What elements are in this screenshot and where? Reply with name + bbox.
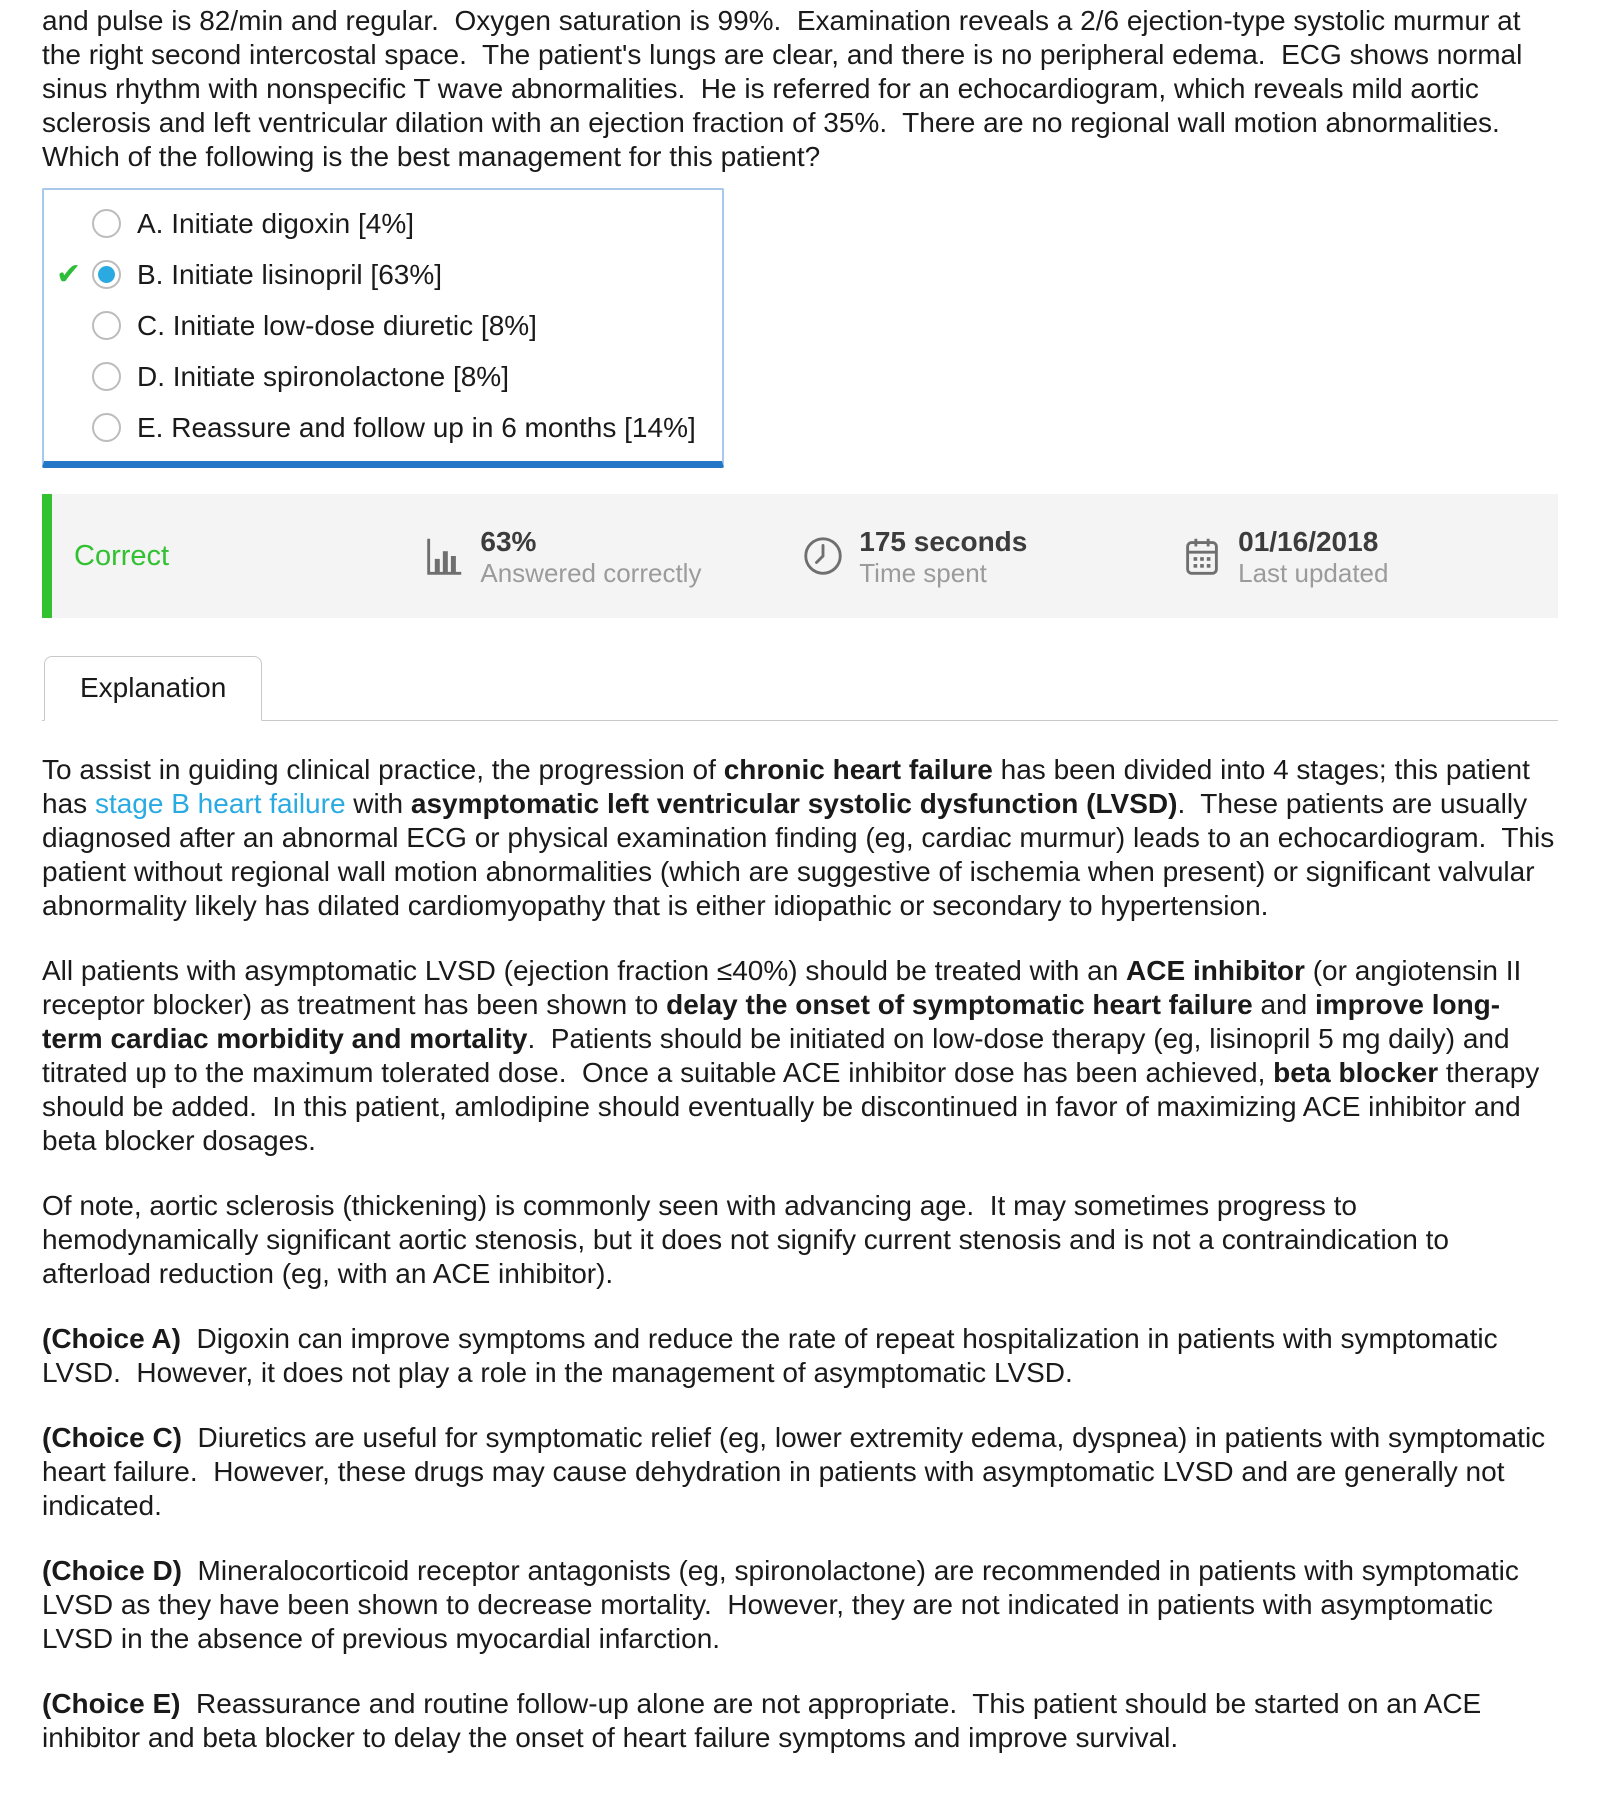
bold-text-segment: ACE inhibitor (1126, 955, 1305, 986)
choice-radio-B[interactable] (92, 260, 121, 289)
bar-chart-icon (421, 533, 467, 579)
calendar-icon (1179, 533, 1225, 579)
text-segment: Digoxin can improve symptoms and reduce the rate of repeat hospitalization in patients with symptomatic LVSD. However, it does not play a role in the management of asymptomatic LVSD. (42, 1323, 1506, 1388)
stat-answered-correctly (421, 525, 800, 588)
tab-explanation[interactable]: Explanation (44, 656, 262, 721)
choice-radio-C[interactable] (92, 311, 121, 340)
text-segment: To assist in guiding clinical practice, the progression of (42, 754, 724, 785)
explanation-paragraph (42, 1687, 1558, 1755)
result-status: Correct (74, 539, 170, 572)
bold-text-segment: beta blocker (1273, 1057, 1439, 1088)
explanation-paragraph (42, 1322, 1558, 1390)
stat-text (859, 525, 1027, 588)
stat-label: Last updated (1238, 557, 1389, 588)
question-stem: and pulse is 82/min and regular. Oxygen saturation is 99%. Examination reveals a 2/6 ejection-type systolic murmur at the right second intercostal space. The patient's lungs are clear, and there is no peripheral edema. ECG shows normal sinus rhythm with nonspecific T wave abnormalities. He is referred for an echocardiogram, which reveals mild aortic sclerosis and left ventricular dilation with an ejection fraction of 35%. There are no regional wall motion abnormalities. Which of the following is the best management for this patient? (42, 5, 1531, 172)
explanation-paragraph (42, 1421, 1558, 1523)
stat-last-updated (1179, 525, 1558, 588)
explanation-section (42, 753, 1563, 1755)
bold-text-segment: delay the onset of symptomatic heart failure (666, 989, 1253, 1020)
result-stats-bar (42, 494, 1558, 618)
choice-label-D: D. Initiate spironolactone [8%] (137, 360, 509, 392)
tab-bar (42, 656, 1558, 721)
bold-text-segment: asymptomatic left ventricular systolic dysfunction (LVSD) (410, 788, 1178, 819)
text-segment: has been divided into 4 stages; this patient has (42, 754, 1538, 819)
text-segment: . Patients should be initiated on low-dose therapy (eg, lisinopril 5 mg daily) and titrated up to the maximum tolerated dose. Once a suitable ACE inhibitor dose has been achieved, (42, 1023, 1518, 1088)
choice-row-A[interactable] (56, 198, 696, 249)
explanation-paragraph (42, 753, 1563, 923)
explanation-paragraph (42, 1189, 1558, 1291)
bold-text-segment: (Choice E) (42, 1688, 181, 1719)
choice-label-A: A. Initiate digoxin [4%] (137, 207, 415, 239)
bold-text-segment: (Choice D) (42, 1555, 182, 1586)
text-segment: (or angiotensin II receptor blocker) as treatment has been shown to (42, 955, 1530, 1020)
explanation-paragraph (42, 1554, 1558, 1656)
choice-row-D[interactable] (56, 351, 696, 402)
text-segment: All patients with asymptomatic LVSD (ejection fraction ≤40%) should be treated with an (42, 955, 1127, 986)
choice-row-E[interactable] (56, 402, 696, 453)
choice-radio-D[interactable] (92, 362, 121, 391)
stat-text (480, 525, 701, 588)
choice-label-E: E. Reassure and follow up in 6 months [14%] (137, 411, 696, 443)
text-segment: . These patients are usually diagnosed after an abnormal ECG or physical examination finding (eg, cardiac murmur) leads to an echocardiogram. This patient without regional wall motion abnormalities (which are suggestive of ischemia when present) or significant valvular abnormality likely has dilated cardiomyopathy that is either idiopathic or secondary to hypertension. (42, 788, 1563, 921)
explanation-link[interactable]: stage B heart failure (94, 788, 346, 819)
text-segment: Reassurance and routine follow-up alone are not appropriate. This patient should be started on an ACE inhibitor and beta blocker to delay the onset of heart failure symptoms and improve survival. (42, 1688, 1490, 1753)
radio-selected-dot (98, 266, 115, 283)
text-segment: and (1252, 989, 1315, 1020)
choice-radio-E[interactable] (92, 413, 121, 442)
stat-value: 175 seconds (859, 525, 1028, 557)
text-segment: with (345, 788, 411, 819)
text-segment: Of note, aortic sclerosis (thickening) is commonly seen with advancing age. It may sometimes progress to hemodynamically significant aortic stenosis, but it does not signify current stenosis and is not a contraindication to afterload reduction (eg, with an ACE inhibitor). (42, 1190, 1457, 1289)
stat-label: Time spent (859, 557, 987, 588)
choice-row-B[interactable] (56, 249, 696, 300)
explanation-paragraph (42, 954, 1558, 1158)
answer-choices-box (42, 188, 724, 468)
stat-text (1238, 525, 1388, 588)
choice-label-B: B. Initiate lisinopril [63%] (137, 258, 443, 290)
bold-text-segment: improve long-term cardiac morbidity and mortality (42, 989, 1501, 1054)
text-segment: Diuretics are useful for symptomatic relief (eg, lower extremity edema, dyspnea) in patients with symptomatic heart failure. However, these drugs may cause dehydration in patients with asymptomatic LVSD and are generally not indicated. (42, 1422, 1553, 1521)
stat-time-spent (800, 525, 1179, 588)
text-segment: therapy should be added. In this patient, amlodipine should eventually be discontinued in favor of maximizing ACE inhibitor and beta blocker dosages. (42, 1057, 1548, 1156)
bold-text-segment: (Choice C) (42, 1422, 182, 1453)
clock-icon (800, 533, 846, 579)
choice-row-C[interactable] (56, 300, 696, 351)
stat-label: Answered correctly (480, 557, 702, 588)
stat-value: 01/16/2018 (1238, 525, 1379, 557)
bold-text-segment: chronic heart failure (723, 754, 993, 785)
bold-text-segment: (Choice A) (42, 1323, 181, 1354)
correct-check-icon: ✔ (56, 257, 82, 291)
stat-value: 63% (480, 525, 537, 557)
text-segment: Mineralocorticoid receptor antagonists (eg, spironolactone) are recommended in patients with symptomatic LVSD as they have been shown to decrease mortality. However, they are not indicated in patients with asymptomatic LVSD in the absence of previous myocardial infarction. (42, 1555, 1527, 1654)
choice-radio-A[interactable] (92, 209, 121, 238)
choice-label-C: C. Initiate low-dose diuretic [8%] (137, 309, 537, 341)
